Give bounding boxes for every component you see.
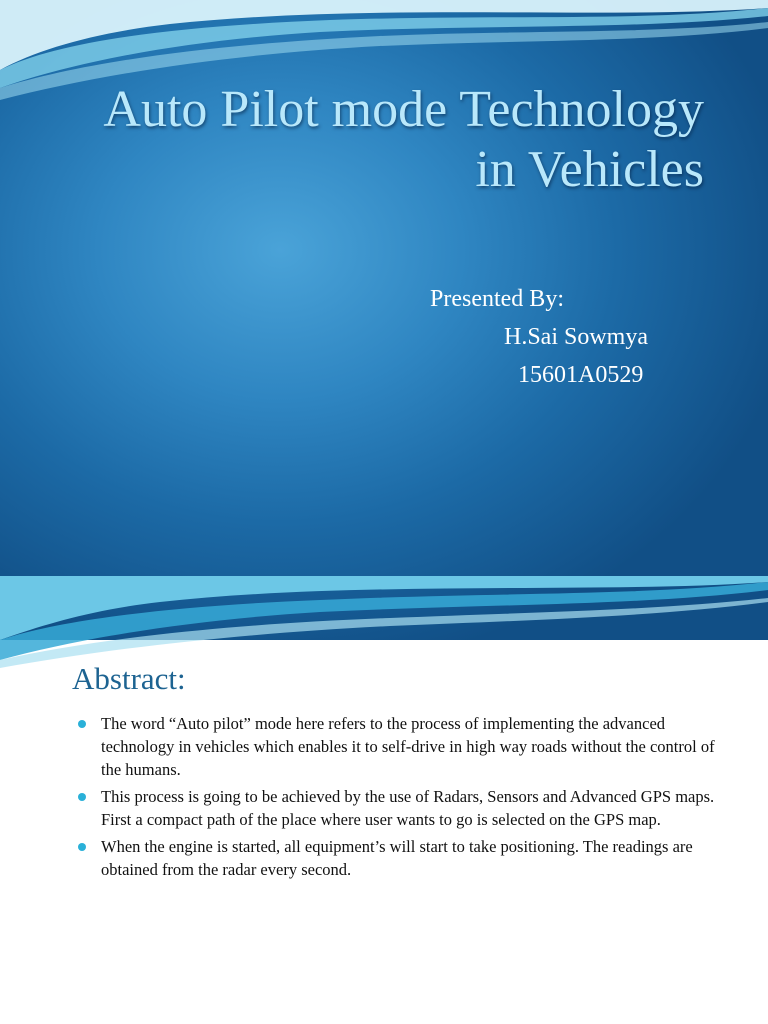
slide-title [44,80,704,200]
bullet-dot-icon [78,843,86,851]
presenter-block [430,280,648,394]
list-item [76,785,716,831]
abstract-wave-decoration [0,576,768,671]
abstract-bullet-list [76,712,716,885]
abstract-slide [0,576,768,1024]
presenter-name: H.Sai Sowmya [504,324,648,350]
presented-by-label: Presented By: [430,286,564,312]
bullet-text: When the engine is started, all equipment’s will start to take positioning. The readings are obtained from the radar every second. [101,837,693,879]
bullet-dot-icon [78,793,86,801]
presenter-id: 15601A0529 [518,362,644,388]
list-item [76,835,716,881]
title-line-2: in Vehicles [475,141,704,198]
list-item [76,712,716,781]
bullet-dot-icon [78,720,86,728]
bullet-text: The word “Auto pilot” mode here refers to the process of implementing the advanced technology in vehicles which enables it to self-drive in high way roads without the control of the humans. [101,714,715,779]
abstract-heading: Abstract: [72,661,186,696]
title-line-1: Auto Pilot mode Technology [103,81,704,138]
bullet-text: This process is going to be achieved by the use of Radars, Sensors and Advanced GPS maps. First a compact path of the place where user wants to go is selected on the GPS map. [101,787,715,829]
